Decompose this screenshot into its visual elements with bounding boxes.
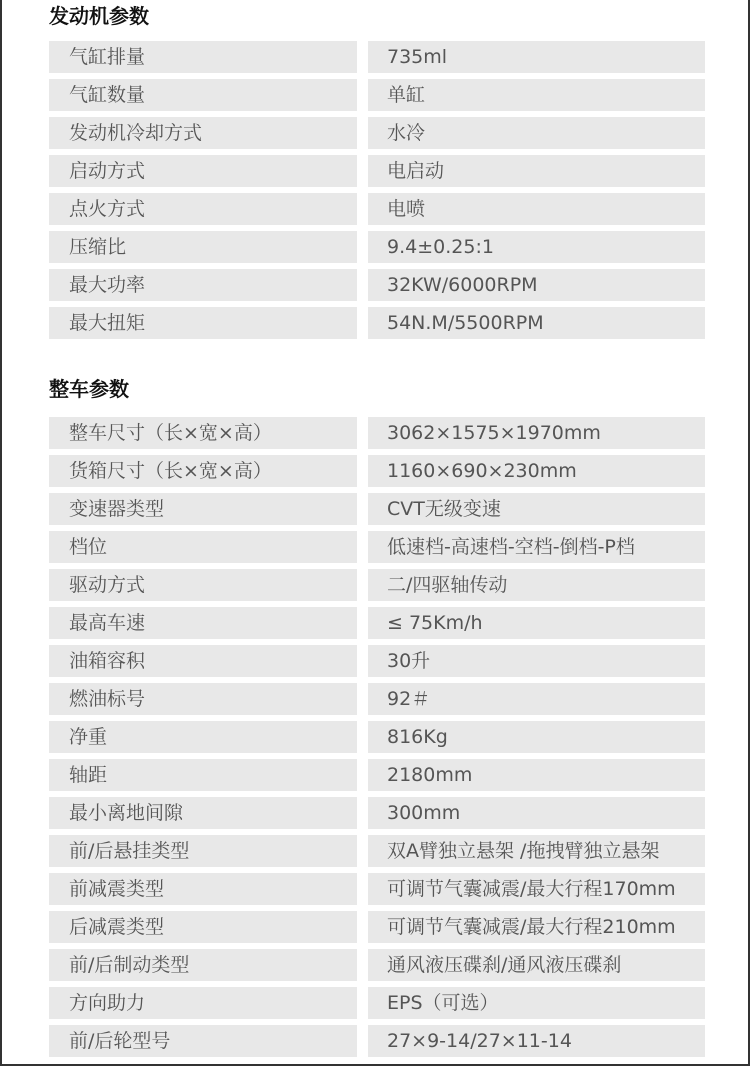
spec-label: 发动机冷却方式: [49, 117, 357, 149]
spec-row: [49, 117, 705, 149]
spec-label: 最小离地间隙: [49, 797, 357, 829]
spec-row: [49, 759, 705, 791]
spec-value: 735ml: [368, 41, 705, 73]
spec-value: CVT无级变速: [368, 493, 705, 525]
spec-value: 低速档-高速档-空档-倒档-P档: [368, 531, 705, 563]
spec-row: [49, 607, 705, 639]
spec-label: 最大扭矩: [49, 307, 357, 339]
spec-label: 后减震类型: [49, 911, 357, 943]
spec-label: 档位: [49, 531, 357, 563]
engine-section-title: 发动机参数: [49, 4, 149, 28]
spec-label: 启动方式: [49, 155, 357, 187]
spec-label: 气缸排量: [49, 41, 357, 73]
spec-value: 9.4±0.25:1: [368, 231, 705, 263]
spec-value: 水冷: [368, 117, 705, 149]
spec-label: 燃油标号: [49, 683, 357, 715]
spec-value: 可调节气囊减震/最大行程170mm: [368, 873, 705, 905]
spec-row: [49, 873, 705, 905]
spec-value: 通风液压碟刹/通风液压碟刹: [368, 949, 705, 981]
spec-value: 92＃: [368, 683, 705, 715]
spec-value: 54N.M/5500RPM: [368, 307, 705, 339]
spec-label: 变速器类型: [49, 493, 357, 525]
vehicle-spec-table: [49, 417, 705, 1063]
spec-value: 300mm: [368, 797, 705, 829]
spec-label: 货箱尺寸（长×宽×高）: [49, 455, 357, 487]
spec-row: [49, 569, 705, 601]
spec-row: [49, 1025, 705, 1057]
spec-label: 前减震类型: [49, 873, 357, 905]
spec-label: 压缩比: [49, 231, 357, 263]
spec-row: [49, 797, 705, 829]
spec-value: 双A臂独立悬架 /拖拽臂独立悬架: [368, 835, 705, 867]
spec-row: [49, 835, 705, 867]
spec-label: 油箱容积: [49, 645, 357, 677]
spec-value: 单缸: [368, 79, 705, 111]
spec-row: [49, 417, 705, 449]
spec-row: [49, 645, 705, 677]
spec-value: 32KW/6000RPM: [368, 269, 705, 301]
spec-row: [49, 155, 705, 187]
spec-value: EPS（可选）: [368, 987, 705, 1019]
spec-row: [49, 911, 705, 943]
spec-row: [49, 531, 705, 563]
spec-value: 3062×1575×1970mm: [368, 417, 705, 449]
spec-row: [49, 41, 705, 73]
spec-value: 816Kg: [368, 721, 705, 753]
spec-value: 30升: [368, 645, 705, 677]
spec-value: 2180mm: [368, 759, 705, 791]
vehicle-section-title: 整车参数: [49, 377, 129, 401]
spec-value: 可调节气囊减震/最大行程210mm: [368, 911, 705, 943]
spec-row: [49, 721, 705, 753]
spec-value: 电喷: [368, 193, 705, 225]
spec-value: 1160×690×230mm: [368, 455, 705, 487]
spec-label: 前/后悬挂类型: [49, 835, 357, 867]
spec-label: 轴距: [49, 759, 357, 791]
spec-row: [49, 307, 705, 339]
spec-label: 整车尺寸（长×宽×高）: [49, 417, 357, 449]
spec-label: 最高车速: [49, 607, 357, 639]
spec-row: [49, 455, 705, 487]
spec-label: 方向助力: [49, 987, 357, 1019]
spec-row: [49, 79, 705, 111]
spec-label: 前/后轮型号: [49, 1025, 357, 1057]
spec-row: [49, 683, 705, 715]
spec-value: 二/四驱轴传动: [368, 569, 705, 601]
spec-value: 27×9-14/27×11-14: [368, 1025, 705, 1057]
spec-label: 前/后制动类型: [49, 949, 357, 981]
spec-label: 气缸数量: [49, 79, 357, 111]
spec-label: 点火方式: [49, 193, 357, 225]
spec-label: 驱动方式: [49, 569, 357, 601]
spec-row: [49, 269, 705, 301]
spec-row: [49, 231, 705, 263]
spec-row: [49, 493, 705, 525]
spec-label: 净重: [49, 721, 357, 753]
spec-row: [49, 987, 705, 1019]
engine-spec-table: [49, 41, 705, 345]
spec-row: [49, 949, 705, 981]
spec-value: 电启动: [368, 155, 705, 187]
spec-value: ≤ 75Km/h: [368, 607, 705, 639]
spec-label: 最大功率: [49, 269, 357, 301]
spec-row: [49, 193, 705, 225]
